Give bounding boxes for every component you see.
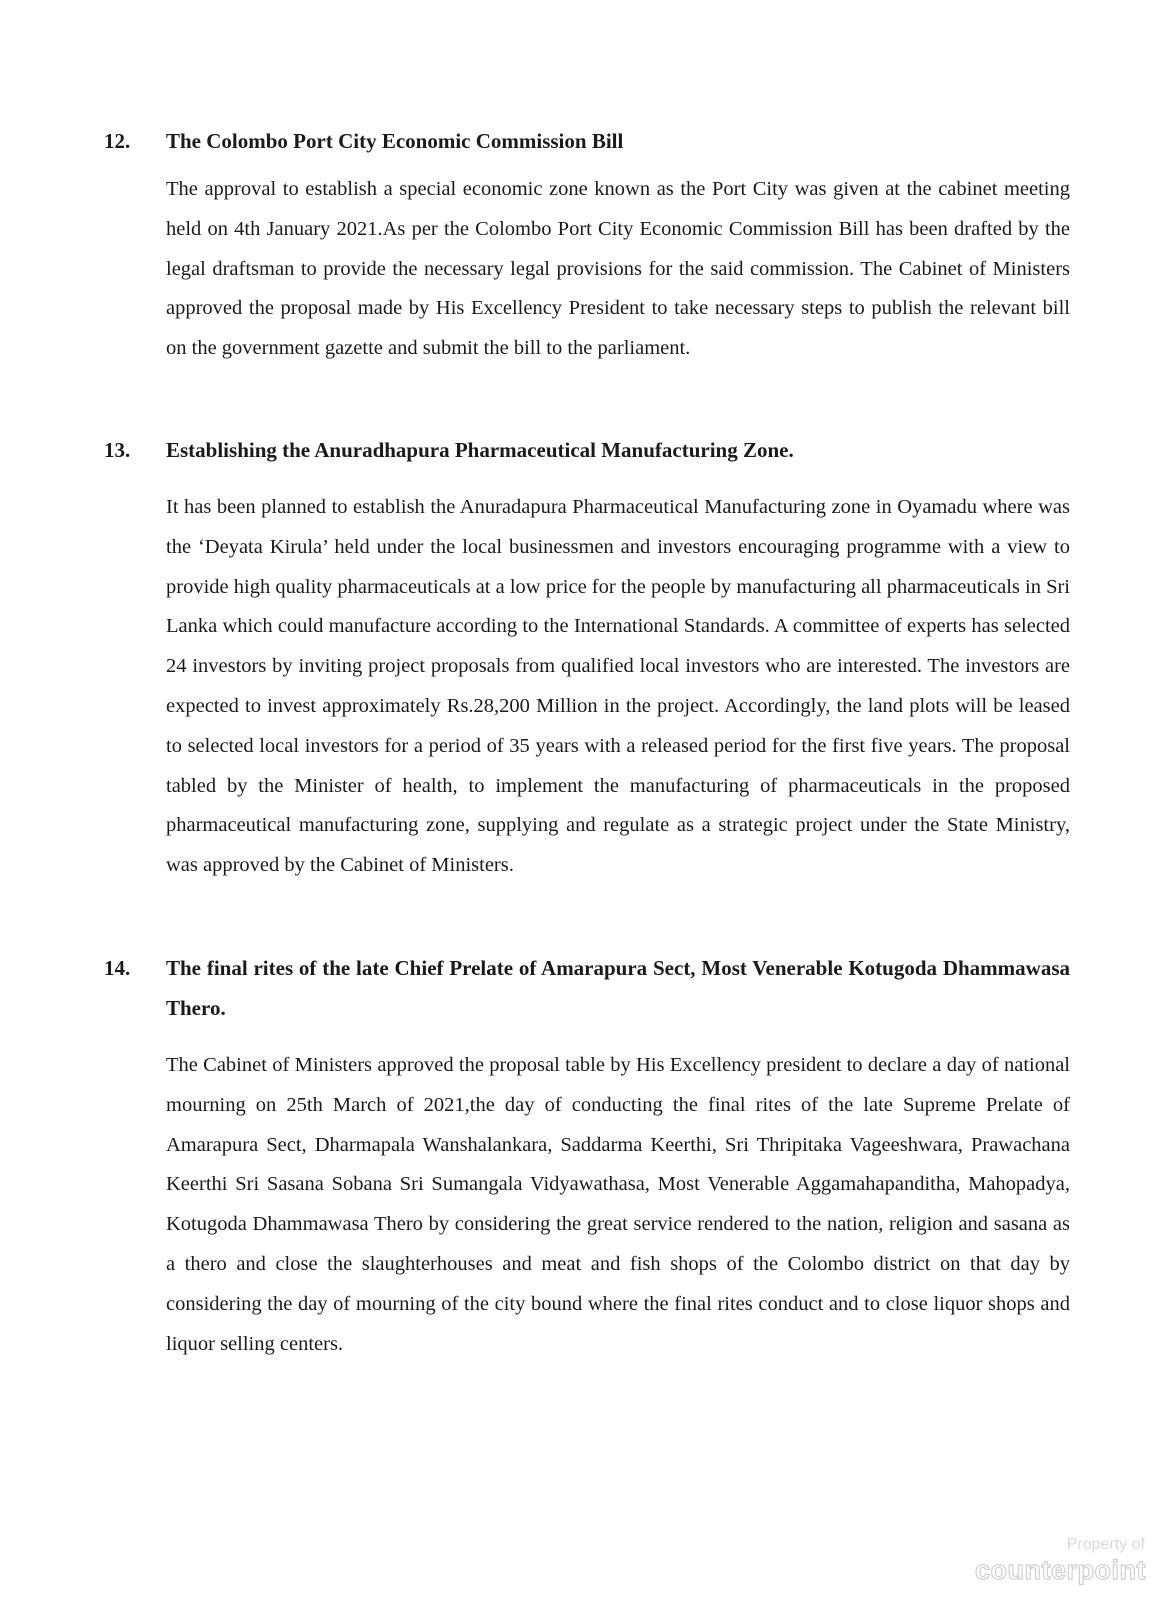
section-number: 12. [104, 129, 131, 153]
watermark-line-1: Property of [1066, 1536, 1145, 1553]
section-title: The Colombo Port City Economic Commission Bill [166, 129, 624, 153]
section-heading [104, 948, 1070, 1028]
section-14 [104, 948, 1070, 1364]
section-title: The final rites of the late Chief Prelate of Amarapura Sect, Most Venerable Kotugoda Dhammawasa Thero. [166, 956, 1070, 1020]
section-heading [104, 430, 1070, 470]
watermark [975, 1536, 1145, 1596]
section-body: The Cabinet of Ministers approved the proposal table by His Excellency president to declare a day of national mourning on 25th March of 2021,the day of conducting the final rites of the late Supreme Prelate of Amarapura Sect, Dharmapala Wanshalankara, Saddarma Keerthi, Sri Thripitaka Vageeshwara, Prawachana Keerthi Sri Sasana Sobana Sri Sumangala Vidyawathasa, Most Venerable Aggamahapanditha, Mahopadya, Kotugoda Dhammawasa Thero by considering the great service rendered to the nation, religion and sasana as a thero and close the slaughterhouses and meat and fish shops of the Colombo district on that day by considering the day of mourning of the city bound where the final rites conduct and to close liquor shops and liquor selling centers. [166, 1054, 1070, 1355]
section-body: The approval to establish a special economic zone known as the Port City was given at the cabinet meeting held on 4th January 2021.As per the Colombo Port City Economic Commission Bill has been drafted by the legal draftsman to provide the necessary legal provisions for the said commission. The Cabinet of Ministers approved the proposal made by His Excellency President to take necessary steps to publish the relevant bill on the government gazette and submit the bill to the parliament. [166, 178, 1070, 360]
section-number: 14. [104, 956, 131, 980]
section-title: Establishing the Anuradhapura Pharmaceutical Manufacturing Zone. [166, 438, 794, 462]
section-12 [104, 121, 1070, 369]
section-number: 13. [104, 438, 131, 462]
section-body: It has been planned to establish the Anuradapura Pharmaceutical Manufacturing zone in Oyamadu where was the ‘Deyata Kirula’ held under the local businessmen and investors encouraging programme with a view to provide high quality pharmaceuticals at a low price for the people by manufacturing all pharmaceuticals in Sri Lanka which could manufacture according to the International Standards. A committee of experts has selected 24 investors by inviting project proposals from qualified local investors who are interested. The investors are expected to invest approximately Rs.28,200 Million in the project. Accordingly, the land plots will be leased to selected local investors for a period of 35 years with a released period for the first five years. The proposal tabled by the Minister of health, to implement the manufacturing of pharmaceuticals in the proposed pharmaceutical manufacturing zone, supplying and regulate as a strategic project under the State Ministry, was approved by the Cabinet of Ministers. [166, 496, 1070, 877]
section-13 [104, 430, 1070, 886]
section-heading [104, 121, 1070, 161]
watermark-line-2: counterpoint [975, 1555, 1146, 1585]
